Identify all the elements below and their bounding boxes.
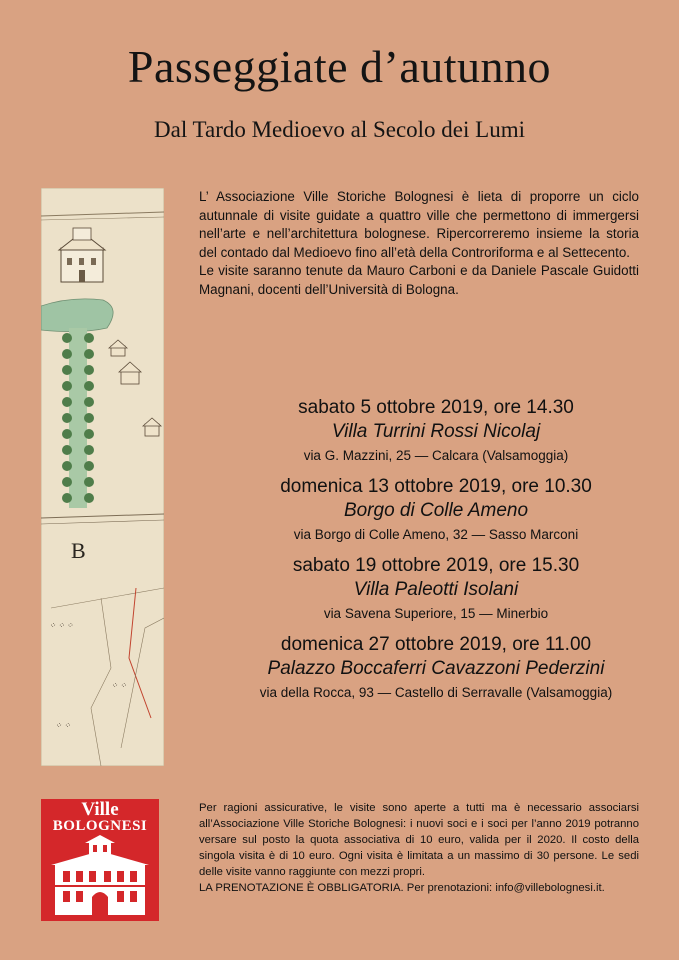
event-date: domenica 27 ottobre 2019, ore 11.00 [280,634,592,655]
map-letter: B [71,538,86,563]
event-address: via della Rocca, 93 — Castello di Serravalle (Valsamoggia) [259,685,613,700]
intro-paragraph-2: Le visite saranno tenute da Mauro Carboni e da Daniele Pascale Guidotti Magnani, docenti dell’Università di Bologna. [199,263,639,297]
intro-text [199,188,639,299]
villa-facade-icon [41,799,159,921]
events-list [230,396,642,712]
historic-map-image [41,188,164,766]
event-place: Villa Paleotti Isolani [353,579,519,600]
svg-text:⁘ ⁘: ⁘ ⁘ [111,681,127,690]
event-address: via Savena Superiore, 15 — Minerbio [323,606,549,621]
tree-avenue-drawing [62,328,94,508]
event-item [230,633,642,703]
svg-text:⁘ ⁘: ⁘ ⁘ [55,721,71,730]
event-item [230,475,642,545]
event-item [230,554,642,624]
logo-line-2: BOLOGNESI [52,818,148,834]
poster-subtitle: Dal Tardo Medioevo al Secolo dei Lumi [154,117,525,142]
footer-text: Per ragioni assicurative, le visite sono aperte a tutti ma è necessario associarsi all’Associazione Ville Storiche Bolognesi: i nuovi soci e i soci per l’anno 2019 potranno versare sul posto la quota associativa di 10 euro, valida per il 2020. Il costo della singola visita è di 10 euro. Ogni visita è limitata a un massimo di 30 persone. Le sedi delle visite vanno raggiunte con mezzi propri. [199,802,639,878]
footer-notice [199,800,639,896]
intro-paragraph-1: L’ Associazione Ville Storiche Bolognesi è lieta di proporre un ciclo autunnale di visite guidate a quattro ville che permettono di immergersi nell’arte e nell’architettura bolognese. Ripercorreremo insieme la storia del contado dal Medioevo fino all’età della Controriforma e al Settecento. [199,189,639,260]
event-address: via G. Mazzini, 25 — Calcara (Valsamoggia) [303,448,569,463]
event-place: Borgo di Colle Ameno [343,500,529,521]
event-item [230,396,642,466]
event-place: Villa Turrini Rossi Nicolaj [331,421,541,442]
event-address: via Borgo di Colle Ameno, 32 — Sasso Marconi [293,527,579,542]
event-date: sabato 19 ottobre 2019, ore 15.30 [292,555,580,576]
ville-bolognesi-logo [41,799,159,921]
event-date: domenica 13 ottobre 2019, ore 10.30 [280,476,592,497]
svg-text:⁘ ⁘ ⁘: ⁘ ⁘ ⁘ [49,621,74,630]
event-place: Palazzo Boccaferri Cavazzoni Pederzini [267,658,605,679]
poster-title: Passeggiate d’autunno [127,41,552,92]
logo-line-1: Ville [81,799,119,820]
event-date: sabato 5 ottobre 2019, ore 14.30 [298,397,574,418]
footer-booking: LA PRENOTAZIONE È OBBLIGATORIA. Per prenotazioni: info@villebolognesi.it. [199,882,605,894]
